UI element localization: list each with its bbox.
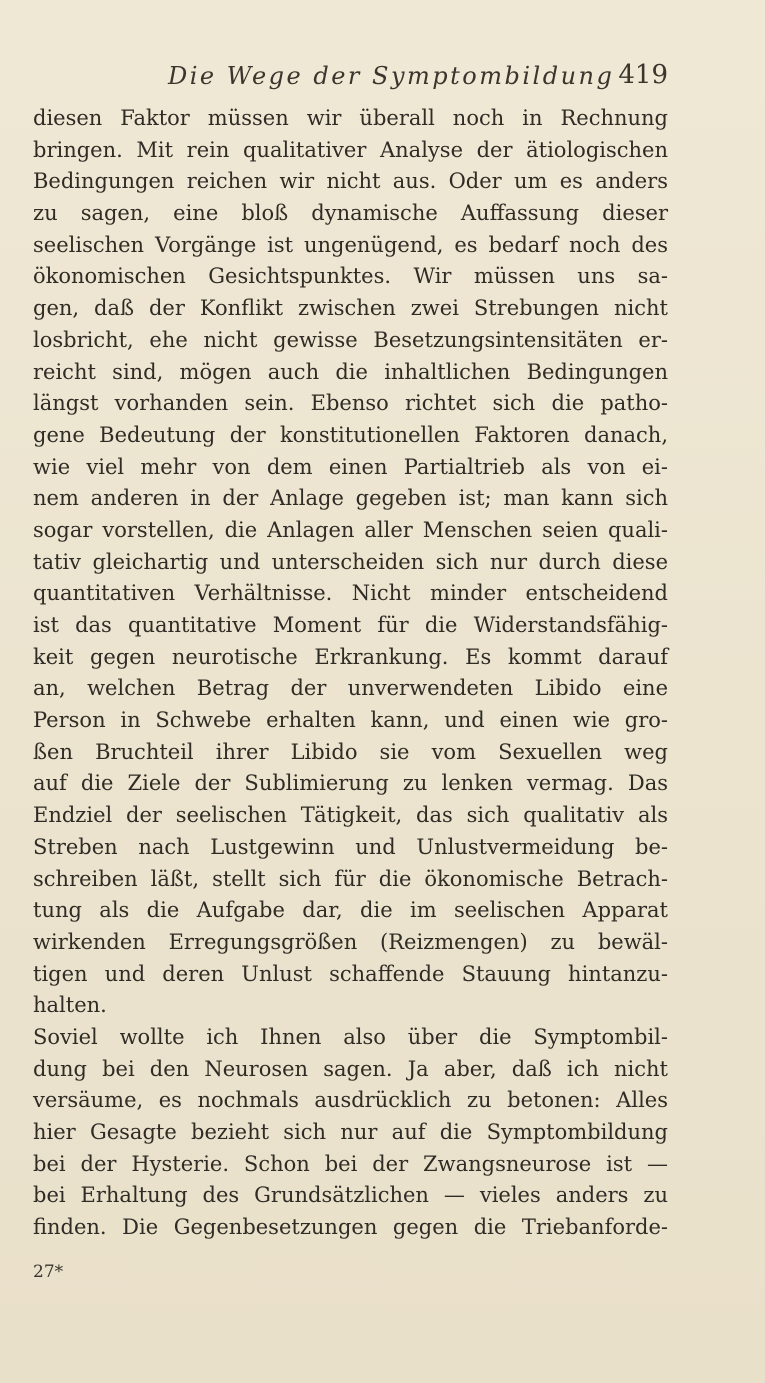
text-line: reicht sind, mögen auch die inhaltlichen Bedingungen xyxy=(33,359,668,384)
text-line: tung als die Aufgabe dar, die im seelischen Apparat xyxy=(33,898,668,923)
text-line: bei Erhaltung des Grundsätzlichen — vieles anders zu xyxy=(33,1183,668,1208)
running-title: Die Wege der Symptombildung xyxy=(168,62,615,90)
page-number: 419 xyxy=(618,60,668,90)
text-line: bringen. Mit rein qualitativer Analyse der ätiologischen xyxy=(33,137,668,162)
text-line: nem anderen in der Anlage gegeben ist; man kann sich xyxy=(33,486,668,511)
paragraph-start-line: Soviel wollte ich Ihnen also über die Symptombil- xyxy=(33,1024,668,1049)
body-text xyxy=(33,103,668,1244)
text-line: ßen Bruchteil ihrer Libido sie vom Sexuellen weg xyxy=(33,739,668,764)
printer-signature-mark: 27* xyxy=(33,1262,64,1282)
text-line: auf die Ziele der Sublimierung zu lenken vermag. Das xyxy=(33,771,668,796)
text-line: zu sagen, eine bloß dynamische Auffassung dieser xyxy=(33,201,668,226)
text-line: ist das quantitative Moment für die Widerstandsfähig- xyxy=(33,613,668,637)
paragraph-end-line: halten. xyxy=(33,993,107,1018)
text-line: Bedingungen reichen wir nicht aus. Oder um es anders xyxy=(33,169,668,194)
text-line: tigen und deren Unlust schaffende Stauung hintanzu- xyxy=(33,961,668,986)
text-line: keit gegen neurotische Erkrankung. Es kommt darauf xyxy=(33,644,668,669)
text-line: Person in Schwebe erhalten kann, und einen wie gro- xyxy=(33,708,668,733)
text-line: gene Bedeutung der konstitutionellen Faktoren danach, xyxy=(33,422,668,447)
text-line: diesen Faktor müssen wir überall noch in Rechnung xyxy=(33,106,668,130)
text-line: an, welchen Betrag der unverwendeten Libido eine xyxy=(33,676,668,701)
page-header xyxy=(33,58,668,98)
text-line: längst vorhanden sein. Ebenso richtet sich die patho- xyxy=(33,391,668,416)
text-line: bei der Hysterie. Schon bei der Zwangsneurose ist — xyxy=(33,1151,668,1176)
text-line: tativ gleichartig und unterscheiden sich nur durch diese xyxy=(33,549,668,574)
text-line: finden. Die Gegenbesetzungen gegen die Triebanforde- xyxy=(33,1215,668,1240)
text-line: Endziel der seelischen Tätigkeit, das sich qualitativ als xyxy=(33,803,668,828)
text-line: quantitativen Verhältnisse. Nicht minder entscheidend xyxy=(33,581,668,606)
text-line: schreiben läßt, stellt sich für die ökonomische Betrach- xyxy=(33,866,668,891)
text-line: wie viel mehr von dem einen Partialtrieb als von ei- xyxy=(33,454,668,479)
text-line: dung bei den Neurosen sagen. Ja aber, daß ich nicht xyxy=(33,1056,668,1081)
text-line: losbricht, ehe nicht gewisse Besetzungsintensitäten er- xyxy=(33,327,668,352)
text-line: seelischen Vorgänge ist ungenügend, es bedarf noch des xyxy=(33,232,668,257)
text-line: versäume, es nochmals ausdrücklich zu betonen: Alles xyxy=(33,1088,668,1113)
text-line: sogar vorstellen, die Anlagen aller Menschen seien quali- xyxy=(33,517,668,542)
text-line: wirkenden Erregungsgrößen (Reizmengen) zu bewäl- xyxy=(33,929,668,954)
text-line: gen, daß der Konflikt zwischen zwei Strebungen nicht xyxy=(33,296,668,321)
text-line: ökonomischen Gesichtspunktes. Wir müssen uns sa- xyxy=(33,264,668,289)
text-line: hier Gesagte bezieht sich nur auf die Symptombildung xyxy=(33,1120,668,1144)
text-line: Streben nach Lustgewinn und Unlustvermeidung be- xyxy=(33,834,668,859)
